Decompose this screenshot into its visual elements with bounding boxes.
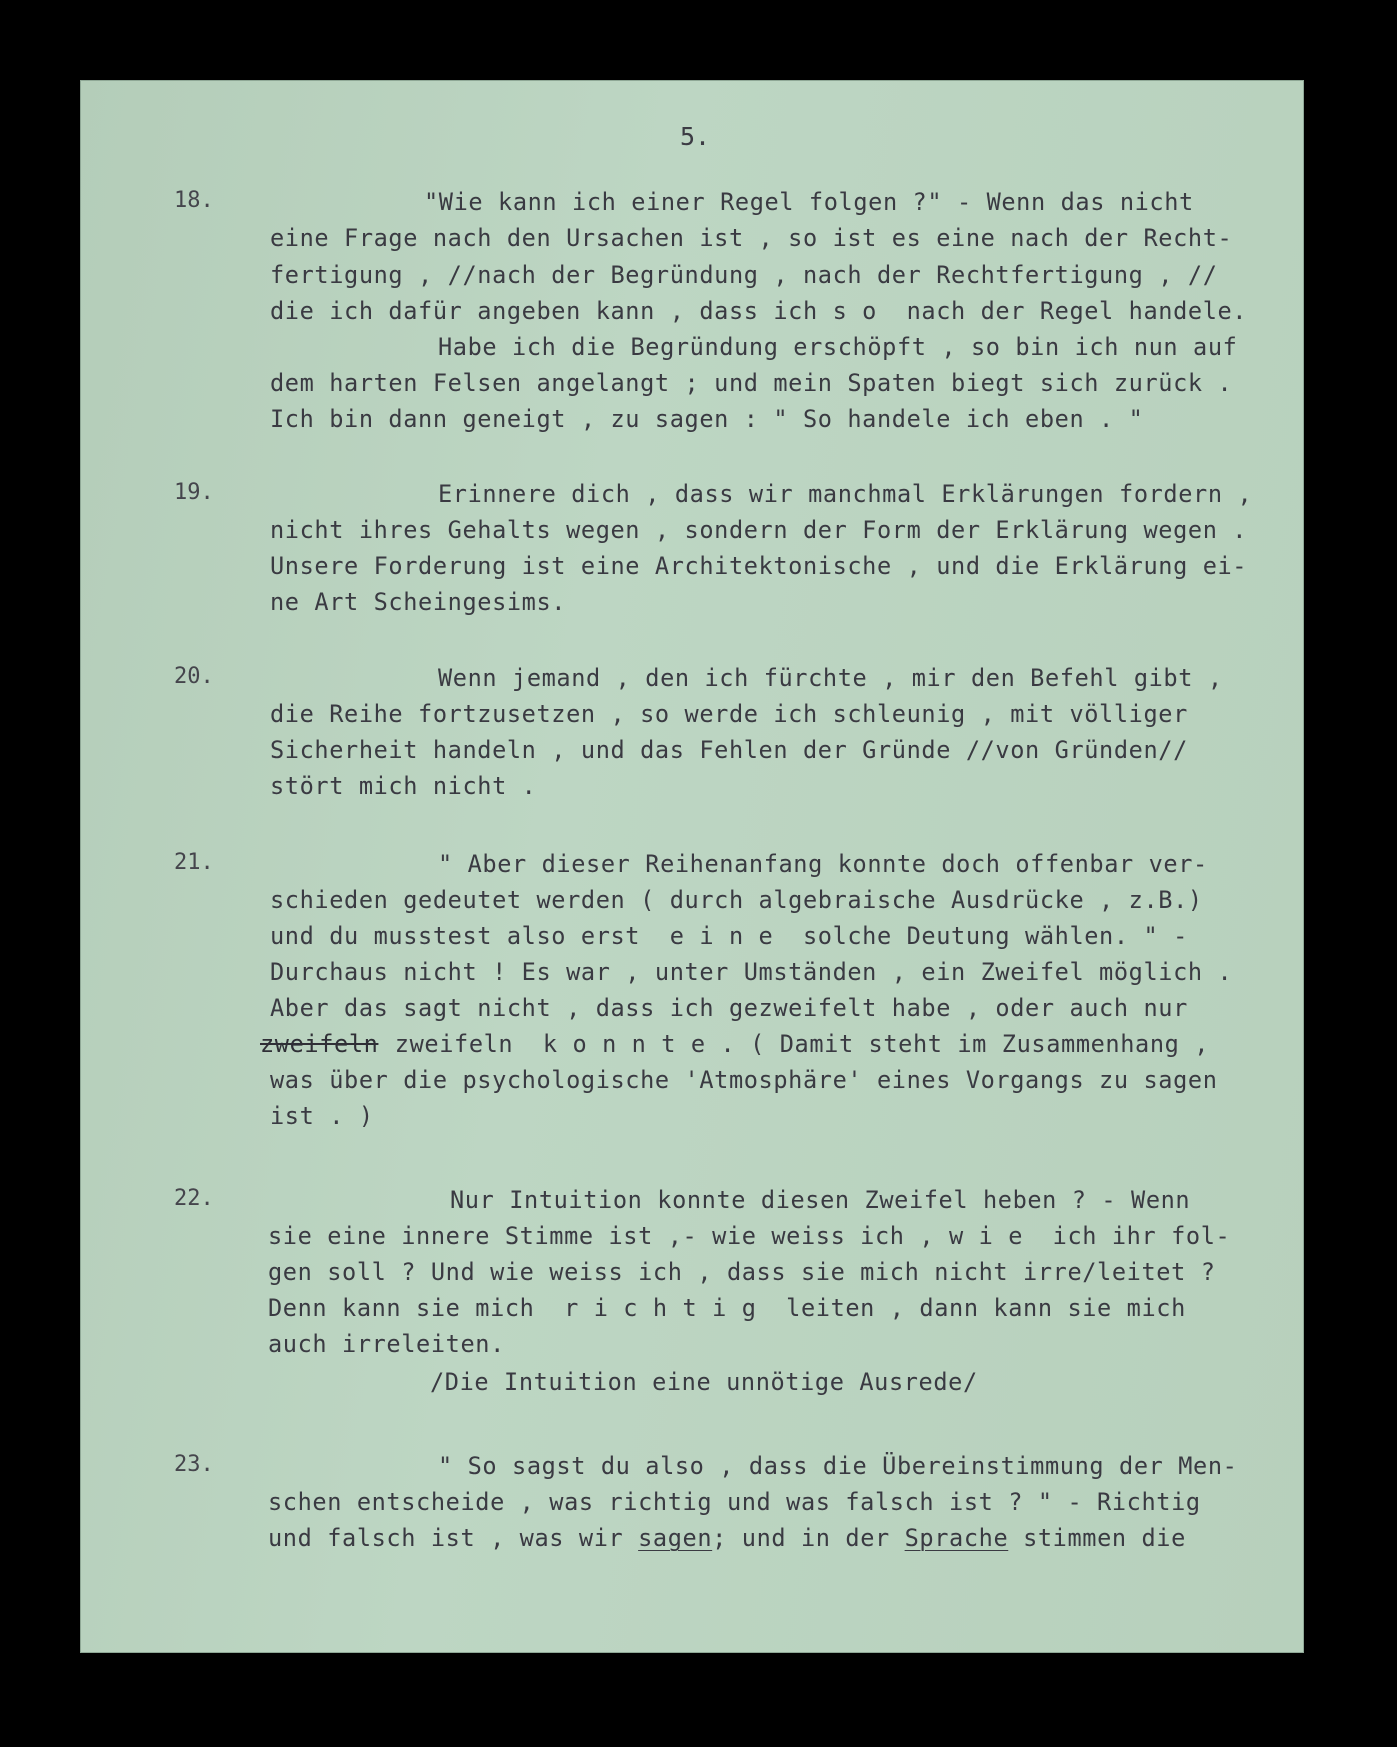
text-line: Ich bin dann geneigt , zu sagen : " So handele ich eben . "	[270, 405, 1144, 433]
text-segment: stimmen die	[1008, 1524, 1186, 1552]
paragraph-number: 20.	[174, 664, 214, 689]
text-line: Nur Intuition konnte diesen Zweifel heben ? - Wenn	[450, 1186, 1191, 1214]
text-line: Unsere Forderung ist eine Architektonische , und die Erklärung ei-	[270, 552, 1248, 580]
paragraph-number: 22.	[174, 1186, 214, 1211]
text-line: auch irreleiten.	[268, 1330, 505, 1358]
text-line: Aber das sagt nicht , dass ich gezweifelt habe , oder auch nur	[270, 994, 1188, 1022]
underlined-word: sagen	[638, 1524, 713, 1552]
text-line: Wenn jemand , den ich fürchte , mir den Befehl gibt ,	[438, 664, 1223, 692]
text-line: die Reihe fortzusetzen , so werde ich schleunig , mit völliger	[270, 700, 1188, 728]
text-line	[268, 1520, 1186, 1556]
text-line: Habe ich die Begründung erschöpft , so bin ich nun auf	[438, 333, 1238, 361]
text-line: fertigung , //nach der Begründung , nach der Rechtfertigung , //	[270, 261, 1218, 289]
text-line: schen entscheide , was richtig und was falsch ist ? " - Richtig	[268, 1488, 1201, 1516]
text-line: gen soll ? Und wie weiss ich , dass sie mich nicht irre/leitet ?	[268, 1258, 1216, 1286]
text-line: nicht ihres Gehalts wegen , sondern der Form der Erklärung wegen .	[270, 516, 1248, 544]
text-line: stört mich nicht .	[270, 772, 537, 800]
text-line: Sicherheit handeln , und das Fehlen der Gründe //von Gründen//	[270, 736, 1188, 764]
document-page	[80, 80, 1304, 1653]
paragraph-number: 23.	[174, 1452, 214, 1477]
text-line: eine Frage nach den Ursachen ist , so ist es eine nach der Recht-	[270, 224, 1233, 252]
text-line: "Wie kann ich einer Regel folgen ?" - Wenn das nicht	[424, 188, 1194, 216]
struck-word: zweifeln	[260, 1030, 379, 1058]
text-line: " So sagst du also , dass die Übereinstimmung der Men-	[438, 1452, 1238, 1480]
text-line: zweifeln k o n n t e . ( Damit steht im Zusammenhang ,	[380, 1030, 1210, 1058]
text-line: schieden gedeutet werden ( durch algebraische Ausdrücke , z.B.)	[270, 886, 1203, 914]
text-line: ist . )	[270, 1102, 374, 1130]
paragraph-number: 18.	[174, 188, 214, 213]
text-segment: und falsch ist , was wir	[268, 1524, 639, 1552]
text-line: /Die Intuition eine unnötige Ausrede/	[430, 1368, 978, 1396]
text-line: was über die psychologische 'Atmosphäre' eines Vorgangs zu sagen	[270, 1066, 1218, 1094]
text-line: Erinnere dich , dass wir manchmal Erklärungen fordern ,	[438, 480, 1253, 508]
text-line: und du musstest also erst e i n e solche Deutung wählen. " -	[270, 922, 1188, 950]
text-line: " Aber dieser Reihenanfang konnte doch offenbar ver-	[438, 850, 1208, 878]
text-line: Denn kann sie mich r i c h t i g leiten , dann kann sie mich	[268, 1294, 1186, 1322]
text-line: Durchaus nicht ! Es war , unter Umständen , ein Zweifel möglich .	[270, 958, 1233, 986]
text-line: dem harten Felsen angelangt ; und mein Spaten biegt sich zurück .	[270, 369, 1233, 397]
text-line: ne Art Scheingesims.	[270, 588, 567, 616]
text-line: die ich dafür angeben kann , dass ich s o nach der Regel handele.	[270, 297, 1248, 325]
underlined-word: Sprache	[904, 1524, 1009, 1552]
paragraph-number: 21.	[174, 850, 214, 875]
page-number: 5.	[680, 122, 711, 151]
text-line: sie eine innere Stimme ist ,- wie weiss ich , w i e ich ihr fol-	[268, 1222, 1231, 1250]
paragraph-number: 19.	[174, 480, 214, 505]
text-segment: ; und in der	[712, 1524, 905, 1552]
